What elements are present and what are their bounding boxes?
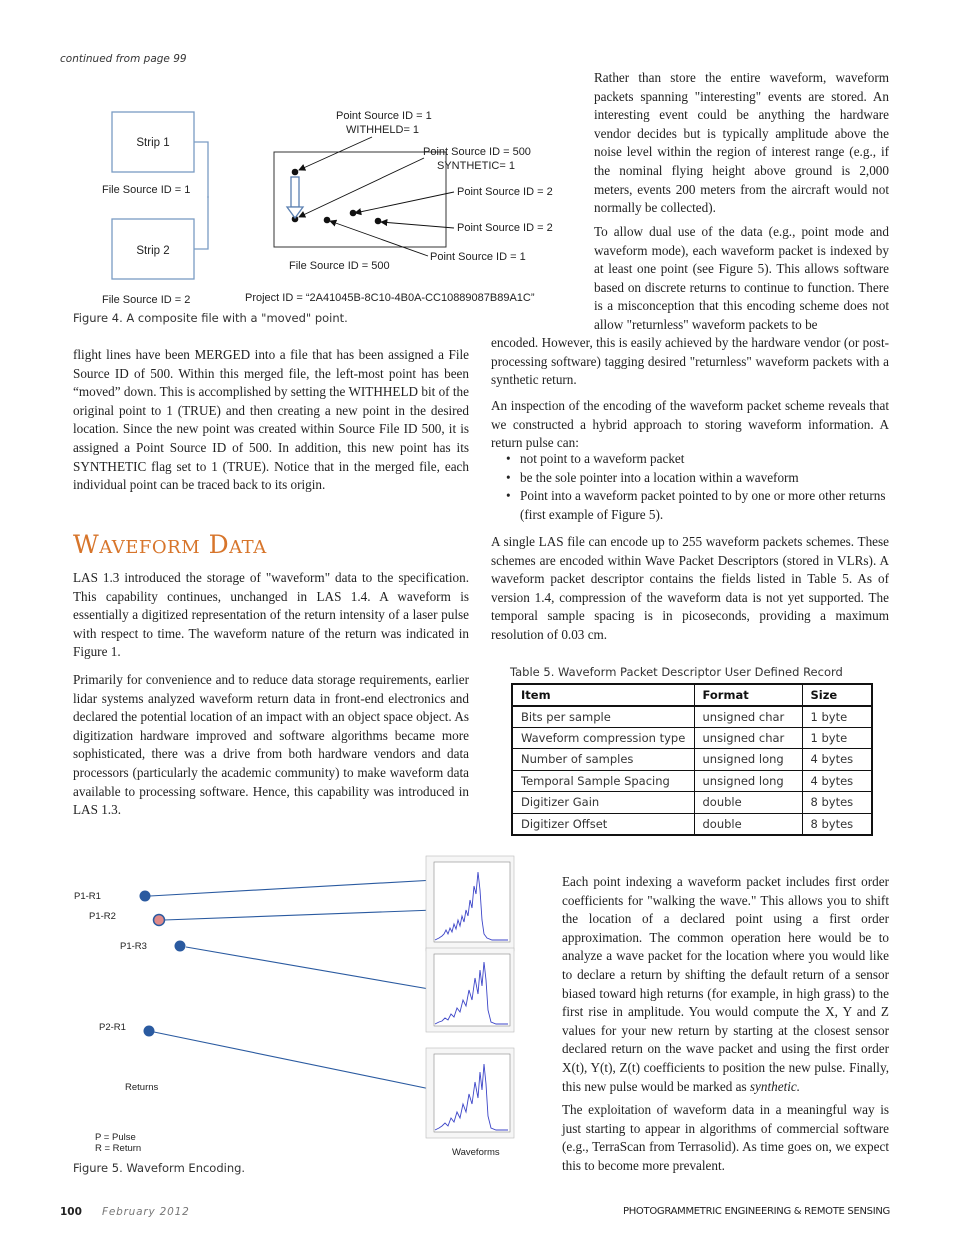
- waveform-plot-3: [426, 1048, 514, 1138]
- figure-5-diagram: [60, 850, 520, 1162]
- ps-2a-label: Point Source ID = 2: [457, 186, 553, 198]
- figure-4-caption: Figure 4. A composite file with a "moved" point.: [73, 311, 348, 325]
- arrow-p1r2: [164, 910, 435, 920]
- figure-5-caption: Figure 5. Waveform Encoding.: [73, 1161, 246, 1175]
- table-row: Digitizer Offset double 8 bytes: [512, 813, 872, 835]
- strip-1-connector: [194, 142, 208, 198]
- strip-2-connector: [194, 196, 208, 249]
- project-id-label: Project ID = “2A41045B-8C10-4B0A-CC10889087B89A1C”: [245, 292, 535, 304]
- table-5: [511, 683, 873, 836]
- p1-r1-label: P1-R1: [74, 891, 101, 902]
- point-ps2-b: [375, 218, 382, 225]
- bullet-item: • not point to a waveform packet: [500, 450, 890, 469]
- issue-date: February 2012: [102, 1206, 190, 1218]
- strip-2-label: Strip 2: [136, 245, 170, 257]
- bullet-dot-icon: •: [506, 488, 511, 504]
- p1-r2-label: P1-R2: [89, 911, 116, 922]
- bullet-item: • be the sole pointer into a location within a waveform: [500, 469, 890, 488]
- p1-r1-dot: [140, 891, 151, 902]
- p1-r3-label: P1-R3: [120, 941, 147, 952]
- ps-1-label: Point Source ID = 1: [430, 251, 526, 263]
- legend-return: R = Return: [95, 1143, 142, 1154]
- right-paragraph-1: Rather than store the entire waveform, waveform packets spanning "interesting" events are stored. An interesting event could be anything the hardware vendor decides but is typically amplitude above the noise level within the region of interest range (e.g., if the nominal flying height above ground is 2,000 meters, events 200 meters from the aircraft would not normally be collected).: [594, 70, 889, 216]
- returns-label: Returns: [125, 1082, 159, 1093]
- right-paragraph-3: An inspection of the encoding of the waveform packet scheme reveals that we constructed a hybrid approach to storing waveform information. A return pulse can:: [491, 398, 889, 451]
- withheld-point: [292, 169, 299, 176]
- header-size: Size: [802, 684, 872, 706]
- bullet-dot-icon: •: [506, 451, 511, 466]
- table-5-caption: Table 5. Waveform Packet Descriptor User Defined Record: [510, 665, 843, 679]
- file-source-500-label: File Source ID = 500: [289, 260, 390, 272]
- ps-synthetic-line2: SYNTHETIC= 1: [437, 160, 515, 172]
- table-header-row: [512, 684, 872, 706]
- header-item: Item: [512, 684, 694, 706]
- file-source-2-label: File Source ID = 2: [102, 294, 191, 306]
- figure-4-diagram: [90, 100, 560, 310]
- waveform-plot-2: [426, 948, 514, 1032]
- point-ps1-a: [324, 217, 331, 224]
- page-number: 100: [60, 1206, 82, 1218]
- journal-title: PHOTOGRAMMETRIC ENGINEERING & REMOTE SENSING: [622, 1206, 890, 1217]
- arrow-p2r1: [154, 1032, 435, 1090]
- file-source-1-label: File Source ID = 1: [102, 184, 191, 196]
- table-row: Digitizer Gain double 8 bytes: [512, 792, 872, 814]
- table-row: Temporal Sample Spacing unsigned long 4 bytes: [512, 770, 872, 792]
- p1-r3-dot: [175, 941, 186, 952]
- right-paragraph-4: A single LAS file can encode up to 255 waveform packets schemes. These schemes are encoded within Wave Packet Descriptors (stored in VLRs). A waveform packet descriptor contains the fields listed in Table 5. As of version 1.4, compression of the waveform data is not yet supported. The temporal sample spacing is in picoseconds, providing a maximum resolution of 0.03 cm.: [491, 534, 889, 642]
- left-paragraph-2: LAS 1.3 introduced the storage of "waveform" data to the specification. This capability continues, unchanged in LAS 1.4. A waveform is essentially a digitized representation of the return intensity of a laser pulse with respect to time. The waveform nature of the return was indicated in Figure 1.: [73, 570, 469, 660]
- table-row: Waveform compression type unsigned char 1 byte: [512, 727, 872, 749]
- strip-1-label: Strip 1: [136, 137, 170, 149]
- p1-r2-dot: [154, 915, 165, 926]
- ps-withheld-line1: Point Source ID = 1: [336, 110, 432, 122]
- arrow-p1r3: [186, 947, 435, 990]
- ps-withheld-line2: WITHHELD= 1: [346, 124, 420, 136]
- bullet-item: • Point into a waveform packet pointed to by one or more other returns (first example of Figure 5).: [506, 488, 886, 522]
- p2-r1-label: P2-R1: [99, 1022, 126, 1033]
- ps-synthetic-line1: Point Source ID = 500: [423, 146, 531, 158]
- waveform-plot-1: [426, 856, 514, 951]
- left-paragraph-3: Primarily for convenience and to reduce data storage requirements, earlier lidar systems analyzed waveform return data in front-end electronics and declared the potential location of an impact with an object space object. As digitization hardware improved and software algorithms became more sophisticated, there was a drive from both hardware vendors and data processors (particularly the academic community) to make waveform data available to processing software. Hence, this capability was introduced in LAS 1.3.: [73, 672, 469, 818]
- ps-2b-label: Point Source ID = 2: [457, 222, 553, 234]
- point-ps2-a: [350, 210, 357, 217]
- table-row: Number of samples unsigned long 4 bytes: [512, 749, 872, 771]
- section-title-waveform-data: Waveform Data: [73, 530, 267, 559]
- right-paragraph-2a: To allow dual use of the data (e.g., point mode and waveform mode), each waveform packet is indexed by at least one point (see Figure 5). This allows software based on discrete returns to continue to function. There is a misconception that this encoding scheme does not allow "returnless" waveform packets to be: [594, 224, 889, 332]
- arrow-p1r1: [150, 880, 435, 896]
- header-format: Format: [694, 684, 802, 706]
- right-paragraph-5: [562, 873, 889, 1096]
- synthetic-term: synthetic.: [749, 1078, 801, 1094]
- p2-r1-dot: [144, 1026, 155, 1037]
- bullet-dot-icon: •: [506, 469, 511, 485]
- left-paragraph-1: flight lines have been MERGED into a file that has been assigned a File Source ID of 500. Within this merged file, the left-most point has been “moved” down. This is accomplished by setting the WITHHELD bit of the original point to 1 (TRUE) and then creating a new point in the desired location. Since the new point was created within Source File ID 500, it is assigned a Point Source ID of 500. In addition, this new point has its SYNTHETIC flag set to 1 (TRUE). Notice that in the merged file, each individual point can be traced back to its origin.: [73, 347, 469, 493]
- right-paragraph-6: The exploitation of waveform data in a meaningful way is just starting to appear in algorithms of commercial software (e.g., TerraScan from Terrasolid). As time goes on, we expect this to become more prevalent.: [562, 1102, 889, 1173]
- right-paragraph-2b: encoded. However, this is easily achieved by the hardware vendor (or post-processing software) tagging desired "returnless" waveform packets with a synthetic return.: [491, 335, 889, 388]
- table-row: Bits per sample unsigned char 1 byte: [512, 706, 872, 728]
- paragraph-5-body: Each point indexing a waveform packet includes first order coefficients for "walking the wave." This allows you to shift the location of a declared point using a first order approximation. The common operation here would be to analyze a wave packet for the location where you would like to declare a return by shifting the default return of a sensor biased toward high returns (for example, in high grass) to the first rise in amplitude. You would compute the X, Y and Z values for your new return by starting at the closest sensor declared return on the wave packet and using the first order X(t), Y(t), Z(t) coefficients to position the new pulse. Finally, this new pulse would be marked as: [562, 874, 889, 1094]
- continued-from-note: continued from page 99: [60, 53, 187, 65]
- legend-pulse: P = Pulse: [95, 1132, 136, 1143]
- return-pulse-options-list: [500, 450, 890, 524]
- waveforms-label: Waveforms: [452, 1147, 500, 1158]
